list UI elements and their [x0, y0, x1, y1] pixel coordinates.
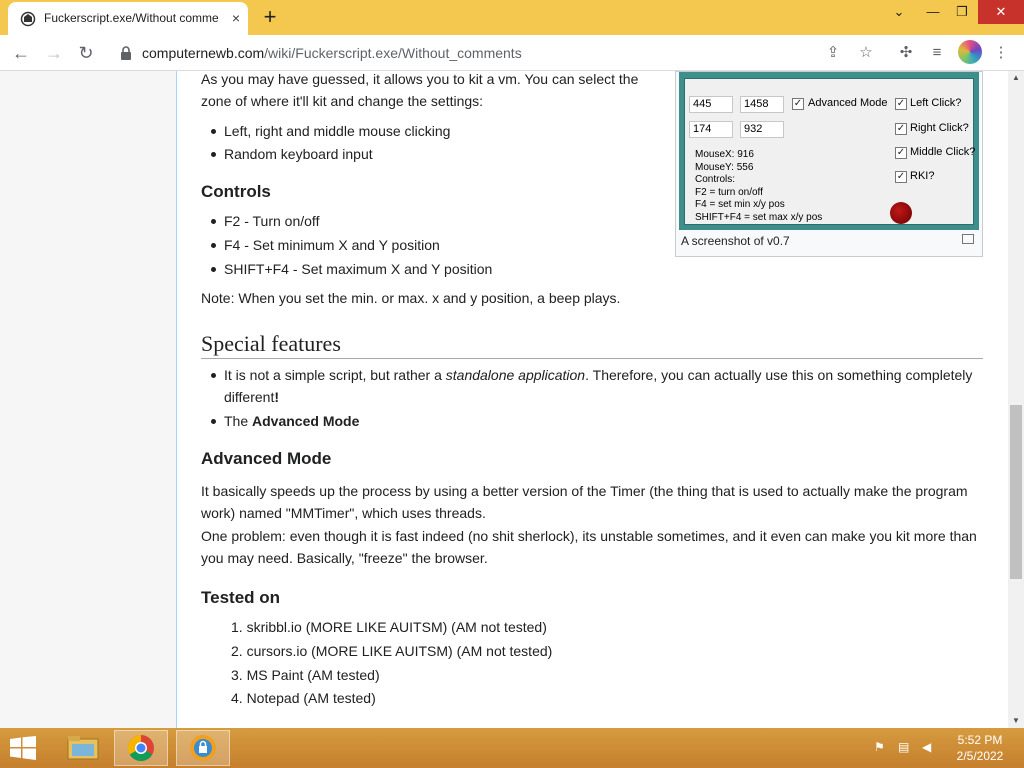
right-click-label: Right Click? — [910, 122, 969, 134]
max-x-field: 1458 — [740, 96, 784, 113]
paragraph-line: you may need. Basically, "freeze" the browser. — [201, 550, 488, 566]
url-host: computernewb.com — [142, 45, 265, 61]
special-features-heading: Special features — [201, 331, 341, 356]
left-click-label: Left Click? — [910, 97, 962, 109]
emphasis-text: standalone application — [445, 367, 586, 383]
rki-checkbox: ✓ — [896, 171, 906, 182]
tab-close-icon[interactable]: × — [231, 10, 241, 26]
advanced-mode-heading: Advanced Mode — [201, 449, 332, 468]
app-window-body — [684, 78, 974, 225]
app-screenshot-image[interactable] — [679, 72, 979, 230]
folder-icon — [56, 730, 110, 766]
tab-strip — [0, 0, 1024, 35]
share-icon[interactable]: ⇪ — [826, 44, 840, 61]
paragraph-line: One problem: even though it is fast indeed (no shit sherlock), its unstable sometimes, and it even can make you kit more than — [201, 528, 977, 544]
app-info-text: MouseX: 916 MouseY: 556 Controls: F2 = turn on/off F4 = set min x/y pos SHIFT+F4 = set max x/y pos — [695, 149, 823, 223]
maximize-button[interactable]: ❐ — [956, 4, 968, 19]
tab-search-dropdown-icon[interactable]: ⌄ — [893, 4, 905, 19]
intro-line-1: As you may have guessed, it allows you to kit a vm. You can select the — [201, 71, 639, 87]
browser-toolbar — [0, 35, 1024, 71]
windows-start-icon[interactable] — [10, 736, 36, 760]
network-icon[interactable]: ▤ — [898, 740, 910, 754]
media-playlist-icon[interactable]: ≡ — [932, 44, 942, 61]
article-body — [176, 71, 1008, 728]
browser-tab[interactable] — [8, 2, 248, 35]
extensions-puzzle-icon[interactable]: ✣ — [899, 44, 913, 61]
text-run: It is not a simple script, but rather a — [224, 367, 446, 383]
vertical-scrollbar[interactable] — [1008, 71, 1024, 728]
controls-heading: Controls — [201, 182, 271, 201]
min-y-field: 174 — [689, 121, 733, 138]
app-taskbar-icon[interactable] — [176, 730, 230, 766]
ordered-list-item: 1. skribbl.io (MORE LIKE AUITSM) (AM not tested) — [231, 619, 547, 635]
middle-click-label: Middle Click? — [910, 146, 976, 158]
chrome-taskbar-icon[interactable] — [114, 730, 168, 766]
action-center-flag-icon[interactable]: ⚑ — [874, 740, 885, 754]
right-click-checkbox: ✓ — [896, 123, 906, 134]
reload-button[interactable]: ↻ — [78, 43, 94, 63]
lock-app-icon — [177, 731, 229, 765]
bold-text: ! — [274, 389, 280, 405]
list-item: F2 - Turn on/off — [224, 210, 319, 232]
status-indicator-dot — [890, 202, 912, 224]
volume-muted-icon[interactable]: ◀ — [922, 740, 932, 754]
tested-on-heading: Tested on — [201, 588, 281, 607]
system-clock[interactable] — [944, 732, 1016, 764]
file-explorer-taskbar-icon[interactable] — [56, 730, 110, 766]
advanced-mode-checkbox: ✓ — [793, 98, 803, 109]
tab-title: Fuckerscript.exe/Without comme — [44, 11, 219, 25]
ordered-list-item: 2. cursors.io (MORE LIKE AUITSM) (AM not tested) — [231, 643, 553, 659]
page-viewport — [0, 71, 1008, 728]
bookmark-star-icon[interactable]: ☆ — [859, 44, 873, 61]
scroll-up-arrow-icon[interactable]: ▲ — [1012, 73, 1020, 82]
heading-divider — [201, 358, 983, 359]
middle-click-checkbox: ✓ — [896, 147, 906, 158]
rki-label: RKI? — [910, 170, 935, 182]
back-button[interactable]: ← — [12, 43, 30, 63]
list-item: Random keyboard input — [224, 143, 373, 165]
text-run: . Therefore, you can actually use this on something completely — [585, 367, 973, 383]
chrome-icon — [115, 731, 167, 765]
bold-text: Advanced Mode — [252, 413, 360, 429]
forward-button[interactable]: → — [45, 43, 63, 63]
scrollbar-thumb[interactable] — [1010, 405, 1022, 579]
site-favicon-icon — [20, 11, 36, 27]
list-item: Left, right and middle mouse clicking — [224, 120, 450, 142]
ordered-list-item: 4. Notepad (AM tested) — [231, 690, 376, 706]
left-click-checkbox: ✓ — [896, 98, 906, 109]
menu-kebab-icon[interactable]: ⋮ — [993, 44, 1009, 61]
paragraph-line: work) named "MMTimer", which uses threads. — [201, 505, 486, 521]
address-bar[interactable] — [108, 39, 888, 67]
thumbnail-caption: A screenshot of v0.7 — [681, 234, 790, 248]
list-item: SHIFT+F4 - Set maximum X and Y position — [224, 258, 492, 280]
windows-taskbar — [0, 728, 1024, 768]
profile-avatar[interactable] — [958, 40, 982, 64]
minimize-button[interactable]: — — [926, 4, 940, 19]
clock-date: 2/5/2022 — [956, 749, 1004, 763]
max-y-field: 932 — [740, 121, 784, 138]
min-x-field: 445 — [689, 96, 733, 113]
text-run: The — [224, 413, 253, 429]
list-item — [224, 364, 972, 386]
clock-time: 5:52 PM — [957, 733, 1003, 747]
list-item — [224, 410, 359, 432]
scroll-down-arrow-icon[interactable]: ▼ — [1012, 716, 1020, 725]
intro-line-2: zone of where it'll kit and change the settings: — [201, 93, 484, 109]
list-item: F4 - Set minimum X and Y position — [224, 234, 440, 256]
screenshot-thumbnail — [675, 71, 983, 257]
note-text: Note: When you set the min. or max. x and y position, a beep plays. — [201, 290, 621, 306]
url-text — [142, 45, 522, 61]
url-path: /wiki/Fuckerscript.exe/Without_comments — [264, 45, 522, 61]
advanced-mode-label: Advanced Mode — [808, 97, 888, 109]
ordered-list-item: 3. MS Paint (AM tested) — [231, 667, 380, 683]
lock-icon — [120, 46, 132, 60]
text-run: different — [224, 389, 275, 405]
close-window-button[interactable]: ✕ — [978, 0, 1024, 24]
new-tab-button[interactable]: + — [263, 4, 277, 29]
list-item-continuation — [224, 386, 279, 408]
enlarge-icon[interactable] — [962, 234, 974, 244]
paragraph-line: It basically speeds up the process by using a better version of the Timer (the thing that is used to actually make the program — [201, 483, 968, 499]
